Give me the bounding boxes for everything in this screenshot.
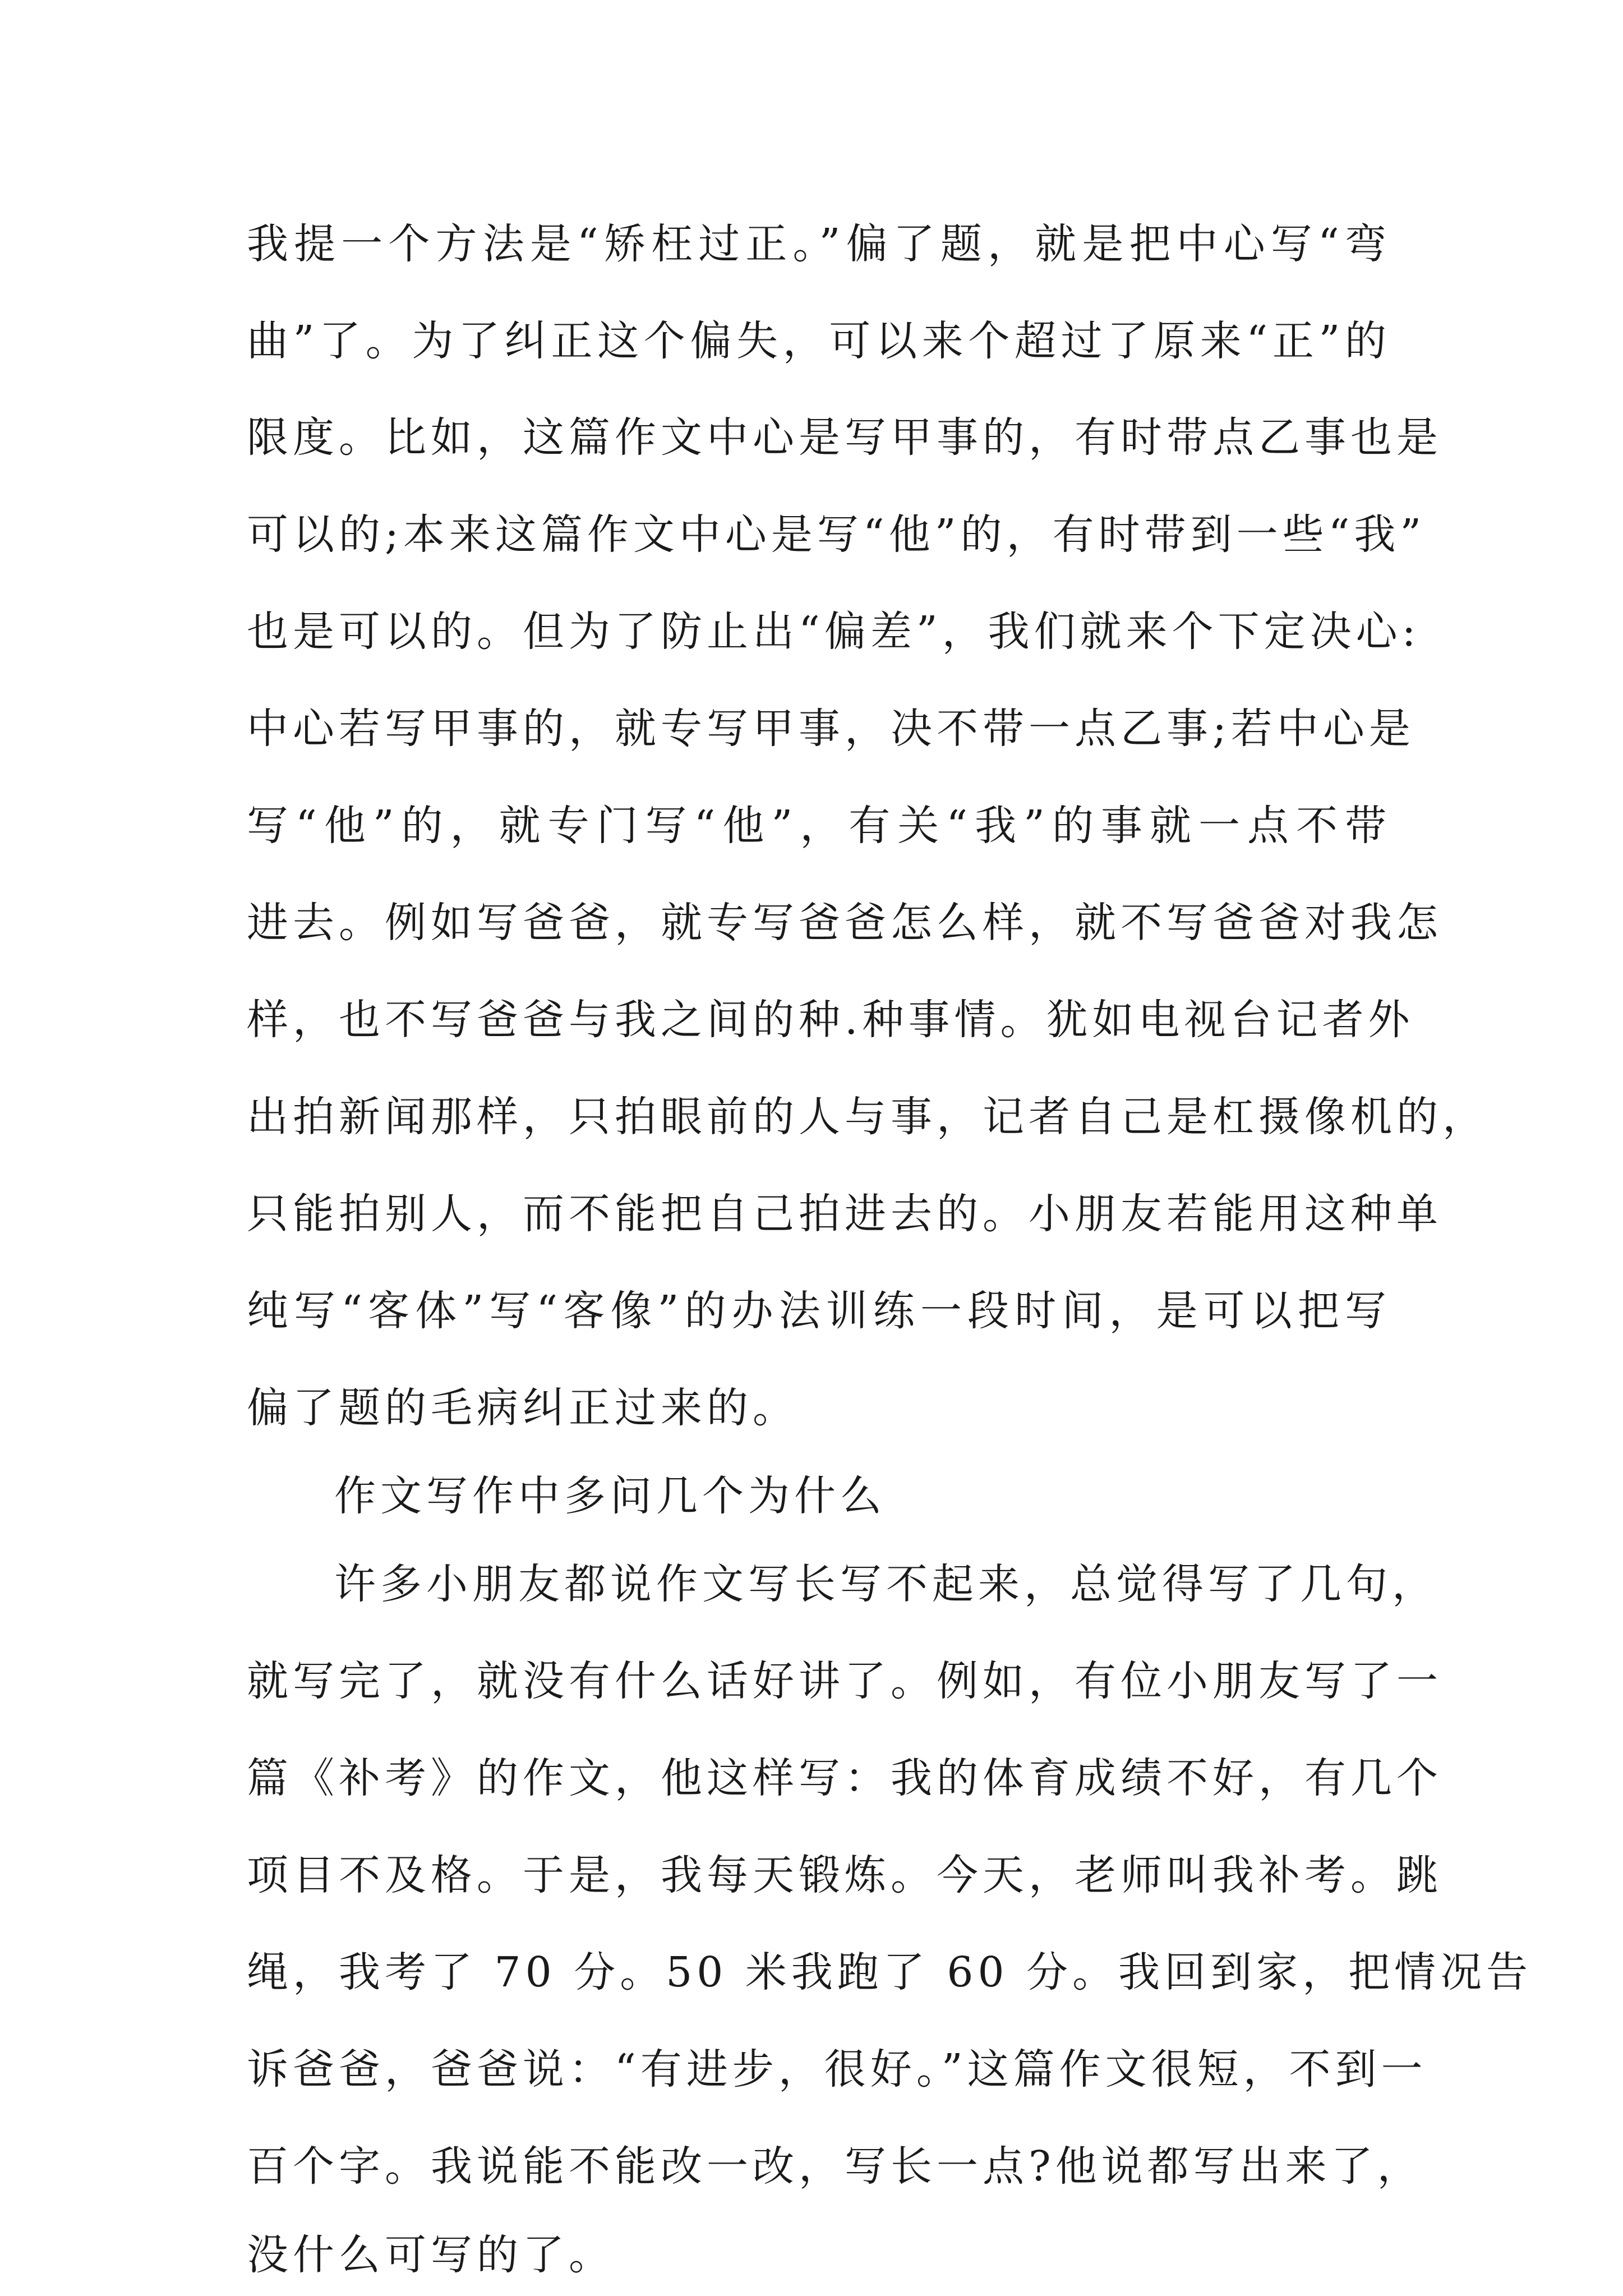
paragraph-line: 进去。例如写爸爸，就专写爸爸怎么样，就不写爸爸对我怎 xyxy=(247,899,1442,947)
paragraph-line: 没什么可写的了。 xyxy=(247,2231,615,2279)
paragraph-line: 纯写“客体”写“客像”的办法训练一段时间，是可以把写 xyxy=(247,1287,1391,1335)
paragraph-line: 可以的;本来这篇作文中心是写“他”的，有时带到一些“我” xyxy=(247,510,1426,559)
paragraph-line: 许多小朋友都说作文写长写不起来，总觉得写了几句， xyxy=(334,1560,1438,1608)
paragraph-line: 就写完了，就没有什么话好讲了。例如，有位小朋友写了一 xyxy=(247,1657,1442,1705)
paragraph-line: 我提一个方法是“矫枉过正。”偏了题，就是把中心写“弯 xyxy=(247,220,1391,268)
paragraph-line: 也是可以的。但为了防止出“偏差”，我们就来个下定决心: xyxy=(247,608,1421,656)
paragraph-line: 样，也不写爸爸与我之间的种.种事情。犹如电视台记者外 xyxy=(247,996,1414,1044)
paragraph-line: 曲”了。为了纠正这个偏失，可以来个超过了原来“正”的 xyxy=(247,317,1391,365)
paragraph-line: 中心若写甲事的，就专写甲事，决不带一点乙事;若中心是 xyxy=(247,705,1415,753)
paragraph-line: 诉爸爸，爸爸说：“有进步，很好。”这篇作文很短，不到一 xyxy=(247,2045,1427,2093)
section-heading: 作文写作中多问几个为什么 xyxy=(334,1472,886,1520)
paragraph-line: 项目不及格。于是，我每天锻炼。今天，老师叫我补考。跳 xyxy=(247,1851,1442,1899)
paragraph-line: 写“他”的，就专门写“他”，有关“我”的事就一点不带 xyxy=(247,802,1391,850)
paragraph-line: 出拍新闻那样，只拍眼前的人与事，记者自己是杠摄像机的， xyxy=(247,1093,1488,1141)
paragraph-line: 篇《补考》的作文，他这样写：我的体育成绩不好，有几个 xyxy=(247,1754,1442,1802)
paragraph-line: 偏了题的毛病纠正过来的。 xyxy=(247,1384,799,1432)
paragraph-line: 百个字。我说能不能改一改，写长一点?他说都写出来了， xyxy=(247,2142,1423,2191)
paragraph-line: 限度。比如，这篇作文中心是写甲事的，有时带点乙事也是 xyxy=(247,413,1442,462)
paragraph-line: 绳，我考了 70 分。50 米我跑了 60 分。我回到家，把情况告 xyxy=(247,1948,1533,1996)
paragraph-line: 只能拍别人，而不能把自己拍进去的。小朋友若能用这种单 xyxy=(247,1190,1442,1238)
